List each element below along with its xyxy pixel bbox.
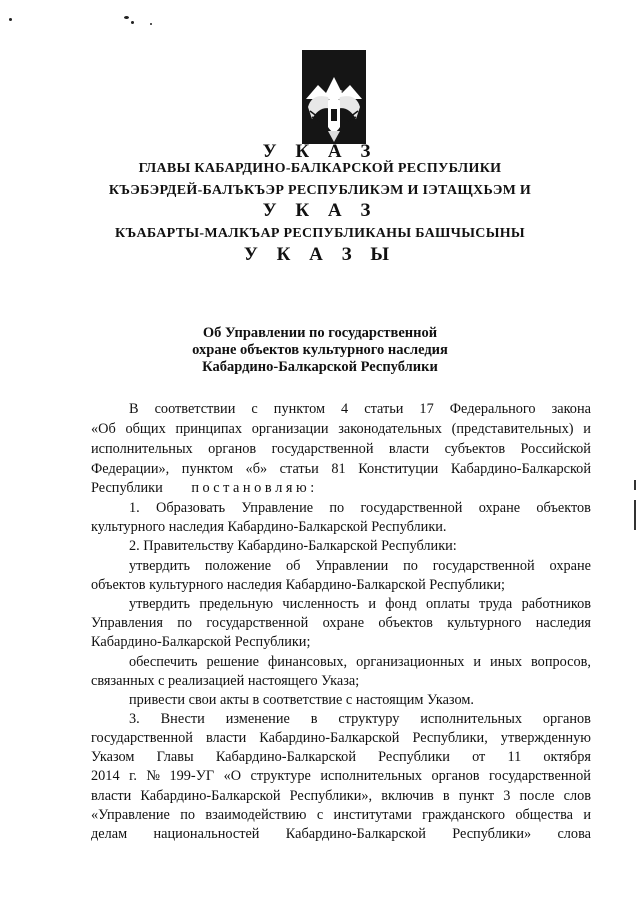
body-word: г. <box>129 768 137 784</box>
body-word: охране <box>549 558 591 574</box>
body-line <box>91 729 591 748</box>
body-word: от <box>472 749 486 765</box>
body-word: труда <box>479 596 513 612</box>
body-word: закона <box>551 401 591 417</box>
body-word: законодательных <box>338 421 442 437</box>
body-line <box>91 825 591 844</box>
body-word: Образовать <box>156 500 226 516</box>
coat-of-arms-emblem-icon <box>298 47 370 147</box>
body-word: структуру <box>338 711 400 727</box>
ukaz-heading-1: У К А З <box>262 141 378 162</box>
body-word: взаимодействию <box>205 807 307 823</box>
body-word: государственной <box>432 558 535 574</box>
body-word: национальностей <box>153 826 260 842</box>
body-word: Республики, <box>412 730 488 746</box>
body-word: Кабардино-Балкарской <box>215 749 356 765</box>
body-word: вопросов, <box>531 654 591 670</box>
body-line: Республики п о с т а н о в л я ю : <box>91 480 315 496</box>
body-line <box>91 748 591 767</box>
body-word: общих <box>125 421 166 437</box>
body-word: исполнительных <box>320 768 423 784</box>
body-word: органов <box>431 768 480 784</box>
body-word: по <box>177 615 193 631</box>
body-word: включив <box>381 788 434 804</box>
scan-speck <box>150 23 152 25</box>
body-word: Главы <box>156 749 194 765</box>
scan-speck <box>131 21 134 24</box>
body-word: «Управление <box>91 807 170 823</box>
body-line <box>129 499 591 518</box>
body-word: культурного <box>447 615 522 631</box>
body-word: с <box>251 401 258 417</box>
body-word: организации <box>251 421 329 437</box>
body-word: статьи <box>364 401 404 417</box>
body-word: утвердить <box>129 596 191 612</box>
body-word: охране <box>478 500 521 516</box>
body-line <box>129 653 591 672</box>
body-word: 3. <box>129 711 140 727</box>
body-word: Кабардино-Балкарской <box>285 826 426 842</box>
body-word: положение <box>204 558 272 574</box>
body-line <box>91 806 591 825</box>
body-word: Федерального <box>449 401 536 417</box>
body-word: с <box>316 807 324 823</box>
body-word: численность <box>282 596 359 612</box>
body-word: 17 <box>419 401 434 417</box>
body-line <box>129 557 591 576</box>
body-word: государственной <box>271 441 374 457</box>
scan-speck <box>9 18 12 21</box>
body-word: фонд <box>385 596 417 612</box>
body-word: пункт <box>458 788 495 804</box>
body-word: государственной <box>206 615 309 631</box>
body-word: организационных <box>356 654 465 670</box>
body-word: органов <box>542 711 591 727</box>
body-line <box>129 595 591 614</box>
body-word: власти <box>205 730 247 746</box>
body-word: Внести <box>160 711 205 727</box>
body-word: и <box>368 596 376 612</box>
body-word: Федерации», <box>91 461 170 477</box>
body-word: Указом <box>91 749 135 765</box>
body-word: институтами <box>333 807 412 823</box>
ukaz-heading-3: У К А З Ы <box>243 244 397 265</box>
scan-speck <box>124 16 129 19</box>
body-word: Республики» <box>452 826 532 842</box>
body-word: делам <box>91 826 128 842</box>
body-word: структуре <box>250 768 311 784</box>
body-line: культурного наследия Кабардино-Балкарской Республики. <box>91 519 447 535</box>
body-word: решение <box>206 654 260 670</box>
body-line: Кабардино-Балкарской Республики; <box>91 634 311 650</box>
body-line <box>129 400 591 419</box>
header-line-3: КЪАБАРТЫ-МАЛКЪАР РЕСПУБЛИКАНЫ БАШЧЫСЫНЫ <box>115 226 525 241</box>
document-title-line-1: Об Управлении по государственной <box>202 325 438 341</box>
body-line <box>91 787 591 806</box>
body-word: Кабардино-Балкарской <box>450 461 591 477</box>
body-word: В <box>129 401 139 417</box>
body-word: в <box>442 788 450 804</box>
body-word: «Об <box>91 421 116 437</box>
body-word: наследия <box>535 615 591 631</box>
body-word: «О <box>223 768 242 784</box>
body-word: 1. <box>129 500 140 516</box>
body-word: Республики», <box>289 788 373 804</box>
body-word: государственной <box>489 768 591 784</box>
margin-mark <box>634 480 636 490</box>
header-line-1: ГЛАВЫ КАБАРДИНО-БАЛКАРСКОЙ РЕСПУБЛИКИ <box>138 161 502 176</box>
body-word: органов <box>208 441 257 457</box>
body-word: власти <box>91 788 132 804</box>
margin-mark <box>634 500 636 530</box>
body-line: привести свои акты в соответствие с настоящим Указом. <box>129 692 474 708</box>
body-word: утвердить <box>129 558 191 574</box>
body-word: по <box>403 558 418 574</box>
body-line: связанных с реализацией настоящего Указа; <box>91 673 360 689</box>
body-word: утвержденную <box>500 730 591 746</box>
body-word: Управление <box>241 500 314 516</box>
body-word: и <box>583 421 591 437</box>
body-word: иных <box>490 654 523 670</box>
body-word: по <box>329 500 345 516</box>
body-word: исполнительных <box>91 441 193 457</box>
body-word: и <box>473 654 482 670</box>
body-line: 2. Правительству Кабардино-Балкарской Республики: <box>129 538 457 554</box>
document-title-line-3: Кабардино-Балкарской Республики <box>202 359 438 375</box>
body-word: оплаты <box>425 596 470 612</box>
body-word: финансовых, <box>267 654 348 670</box>
body-line <box>91 440 591 459</box>
body-word: 2014 <box>91 768 120 784</box>
body-word: Управлении <box>315 558 389 574</box>
body-word: обеспечить <box>129 654 198 670</box>
body-word: предельную <box>199 596 274 612</box>
body-word: объектов <box>536 500 591 516</box>
body-word: 81 <box>331 461 346 477</box>
body-word: государственной <box>360 500 463 516</box>
document-title-line-2: охране объектов культурного наследия <box>192 342 448 358</box>
body-word: власти <box>388 441 430 457</box>
body-word: государственной <box>91 730 193 746</box>
body-line <box>91 614 591 633</box>
body-word: после <box>519 788 555 804</box>
body-word: пунктом <box>181 461 233 477</box>
body-word: № <box>146 768 161 784</box>
body-word: и <box>583 807 591 823</box>
body-word: 11 <box>507 749 522 765</box>
body-word: 3 <box>503 788 511 804</box>
body-word: Кабардино-Балкарской <box>259 730 400 746</box>
body-line <box>91 420 591 439</box>
body-word: соответствии <box>154 401 236 417</box>
body-word: гражданского <box>422 807 506 823</box>
body-word: работников <box>521 596 591 612</box>
body-word: объектов <box>378 615 433 631</box>
body-word: Управления <box>91 615 163 631</box>
body-word: слова <box>557 826 591 842</box>
body-word: по <box>180 807 196 823</box>
body-word: об <box>285 558 301 574</box>
body-word: принципах <box>175 421 243 437</box>
body-line: объектов культурного наследия Кабардино-Балкарской Республики; <box>91 577 505 593</box>
body-word: охране <box>322 615 365 631</box>
body-word: (представительных) <box>451 421 574 437</box>
body-word: изменение <box>225 711 290 727</box>
body-word: 4 <box>341 401 349 417</box>
body-word: общества <box>515 807 573 823</box>
ukaz-heading-2: У К А З <box>262 200 378 221</box>
header-line-2: КЪЭБЭРДЕЙ-БАЛЪКЪЭР РЕСПУБЛИКЭМ И ІЭТАЩХЬЭМ И <box>108 183 532 198</box>
body-word: исполнительных <box>420 711 522 727</box>
body-line <box>129 710 591 729</box>
body-word: Конституции <box>358 461 439 477</box>
body-word: Кабардино-Балкарской <box>140 788 281 804</box>
body-line <box>91 767 591 786</box>
body-word: в <box>310 711 318 727</box>
body-word: слов <box>563 788 591 804</box>
body-word: пунктом <box>273 401 325 417</box>
body-word: Республики <box>378 749 450 765</box>
body-word: 199-УГ <box>169 768 215 784</box>
body-word: субъектов <box>444 441 506 457</box>
body-word: статьи <box>279 461 319 477</box>
body-line <box>91 460 591 479</box>
body-word: «б» <box>245 461 268 477</box>
body-word: Российской <box>520 441 591 457</box>
body-word: октября <box>543 749 591 765</box>
